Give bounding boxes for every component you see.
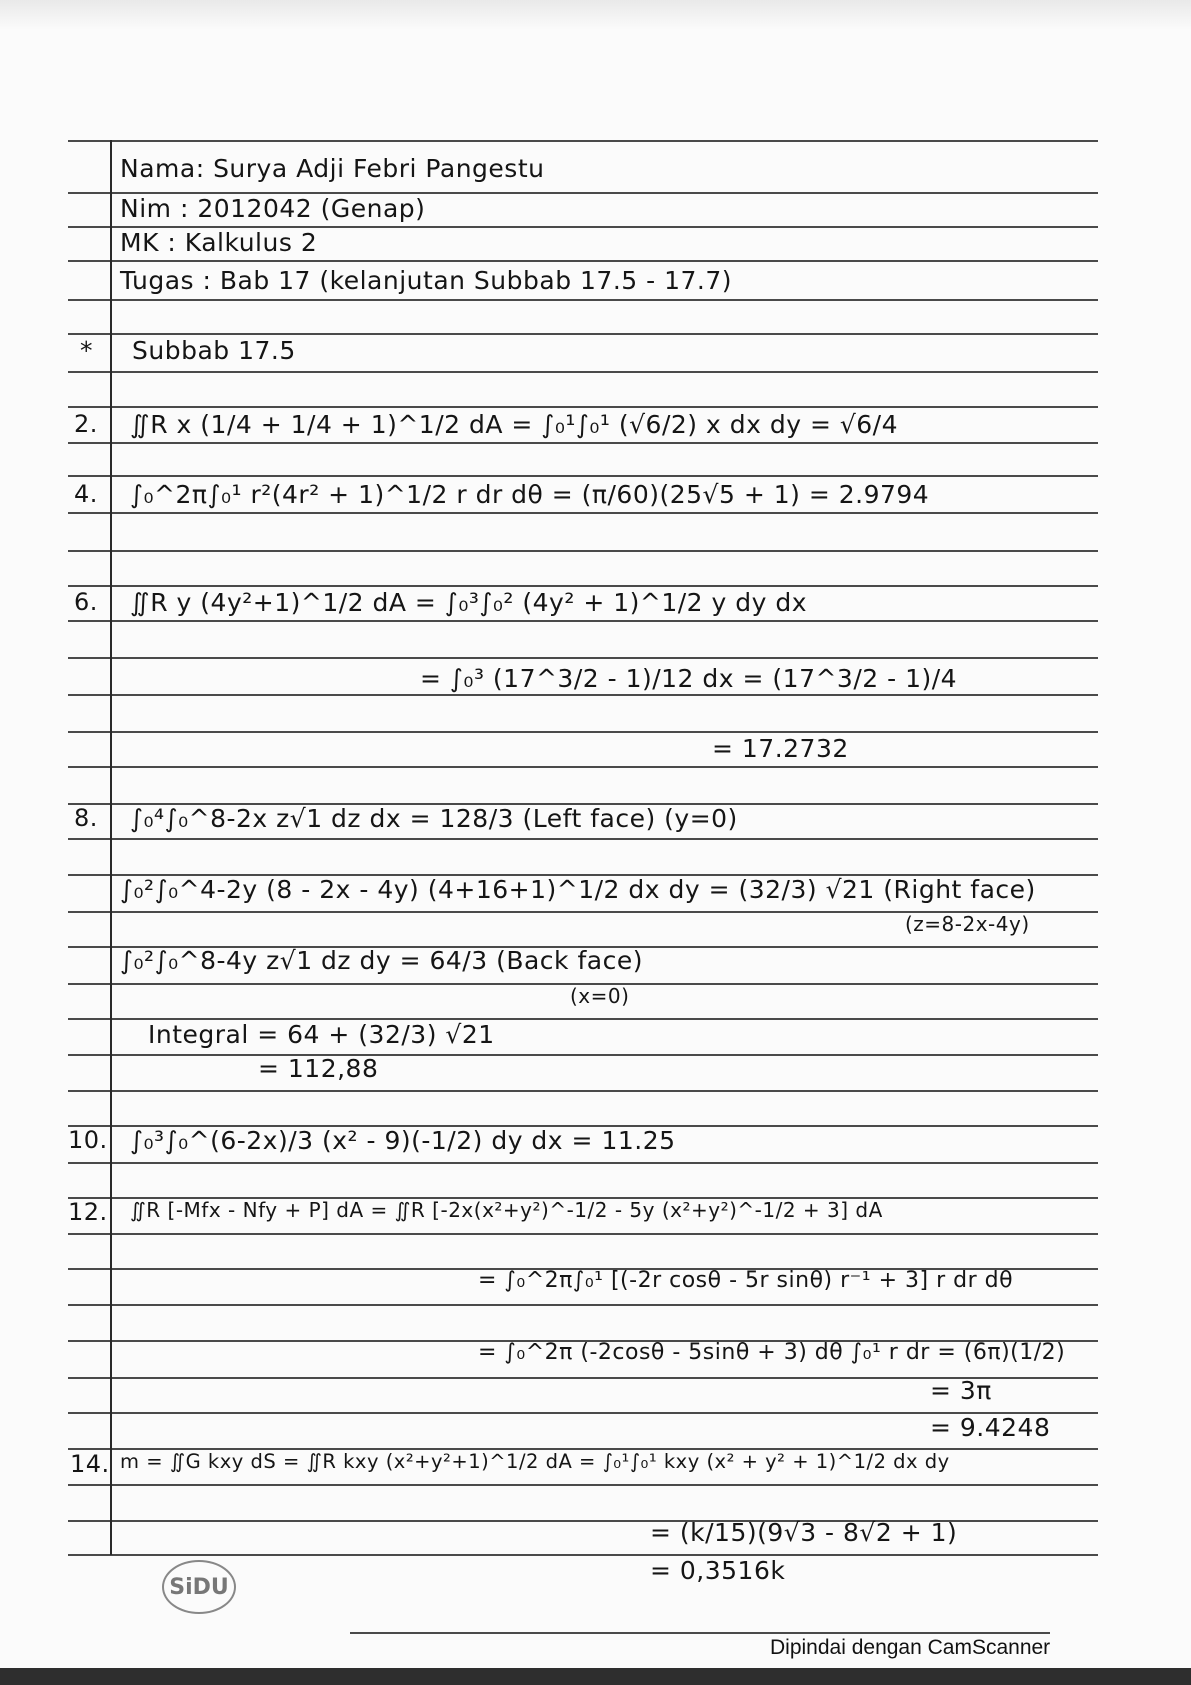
problem-number: 14.: [70, 1450, 110, 1478]
problem-8-line-3-note: (x=0): [570, 984, 630, 1008]
problem-6-line-3: = 17.2732: [712, 734, 849, 763]
student-name: Nama: Surya Adji Febri Pangestu: [120, 154, 545, 183]
problem-12-line-4: = 3π: [930, 1376, 992, 1405]
rule-line: [68, 585, 1098, 587]
margin-line: [110, 140, 112, 1555]
problem-number: 10.: [68, 1126, 108, 1154]
problem-8-line-2-note: (z=8-2x-4y): [905, 912, 1030, 936]
problem-12-line-1: ∬R [-Mfx - Nfy + P] dA = ∬R [-2x(x²+y²)^-1/2 - 5y (x²+y²)^-1/2 + 3] dA: [130, 1198, 883, 1222]
problem-6-line-1: ∬R y (4y²+1)^1/2 dA = ∫₀³∫₀² (4y² + 1)^1/2 y dy dx: [130, 588, 808, 617]
problem-8-line-2: ∫₀²∫₀^4-2y (8 - 2x - 4y) (4+16+1)^1/2 dx dy = (32/3) √21 (Right face): [120, 875, 1036, 904]
assignment-title: Tugas : Bab 17 (kelanjutan Subbab 17.5 - 17.7): [120, 266, 733, 295]
problem-12-line-5: = 9.4248: [930, 1413, 1051, 1442]
problem-14-line-1: m = ∬G kxy dS = ∬R kxy (x²+y²+1)^1/2 dA = ∫₀¹∫₀¹ kxy (x² + y² + 1)^1/2 dx dy: [120, 1450, 950, 1473]
rule-line: [68, 1162, 1098, 1164]
problem-10-line: ∫₀³∫₀^(6-2x)/3 (x² - 9)(-1/2) dy dx = 11.25: [130, 1126, 676, 1155]
problem-2-line: ∬R x (1/4 + 1/4 + 1)^1/2 dA = ∫₀¹∫₀¹ (√6/2) x dx dy = √6/4: [130, 410, 899, 439]
section-marker: *: [80, 336, 93, 365]
problem-number: 4.: [74, 480, 98, 508]
problem-12-line-2: = ∫₀^2π∫₀¹ [(-2r cosθ - 5r sinθ) r⁻¹ + 3] r dr dθ: [478, 1268, 1014, 1293]
problem-number: 6.: [74, 588, 98, 616]
problem-8-line-3: ∫₀²∫₀^8-4y z√1 dz dy = 64/3 (Back face): [120, 946, 643, 975]
course-name: MK : Kalkulus 2: [120, 228, 318, 257]
sidu-logo-stamp: SiDU: [162, 1560, 236, 1614]
problem-14-line-3: = 0,3516k: [650, 1556, 786, 1585]
rule-line: [68, 299, 1098, 301]
rule-line: [68, 838, 1098, 840]
section-title: Subbab 17.5: [132, 336, 296, 365]
rule-line: [68, 140, 1098, 142]
problem-12-line-3: = ∫₀^2π (-2cosθ - 5sinθ + 3) dθ ∫₀¹ r dr = (6π)(1/2): [478, 1340, 1066, 1365]
problem-14-line-2: = (k/15)(9√3 - 8√2 + 1): [650, 1518, 958, 1547]
rule-line: [68, 620, 1098, 622]
rule-line: [68, 1233, 1098, 1235]
rule-line: [68, 1090, 1098, 1092]
rule-line: [68, 694, 1098, 696]
rule-line: [68, 1304, 1098, 1306]
scanner-watermark: Dipindai dengan CamScanner: [770, 1636, 1051, 1659]
rule-line: [68, 1554, 1098, 1556]
rule-line: [68, 442, 1098, 444]
rule-line: [68, 1054, 1098, 1056]
problem-8-line-1: ∫₀⁴∫₀^8-2x z√1 dz dx = 128/3 (Left face) (y=0): [130, 804, 738, 833]
rule-line: [68, 657, 1098, 659]
problem-number: 12.: [68, 1198, 108, 1226]
rule-line: [68, 512, 1098, 514]
rule-line: [68, 1484, 1098, 1486]
problem-4-line: ∫₀^2π∫₀¹ r²(4r² + 1)^1/2 r dr dθ = (π/60)(25√5 + 1) = 2.9794: [130, 480, 930, 509]
rule-line: [68, 371, 1098, 373]
problem-6-line-2: = ∫₀³ (17^3/2 - 1)/12 dx = (17^3/2 - 1)/4: [420, 664, 958, 693]
rule-line: [68, 260, 1098, 262]
rule-line: [68, 731, 1098, 733]
problem-number: 8.: [74, 804, 98, 832]
problem-number: 2.: [74, 410, 98, 438]
rule-line: [68, 333, 1098, 335]
rule-line: [68, 550, 1098, 552]
rule-line: [68, 766, 1098, 768]
problem-8-line-4: Integral = 64 + (32/3) √21: [148, 1020, 495, 1049]
rule-line: [68, 406, 1098, 408]
problem-8-line-5: = 112,88: [258, 1054, 379, 1083]
rule-line: [350, 1632, 1050, 1634]
student-nim: Nim : 2012042 (Genap): [120, 194, 426, 223]
scan-bottom-edge: [0, 1668, 1191, 1685]
rule-line: [68, 475, 1098, 477]
